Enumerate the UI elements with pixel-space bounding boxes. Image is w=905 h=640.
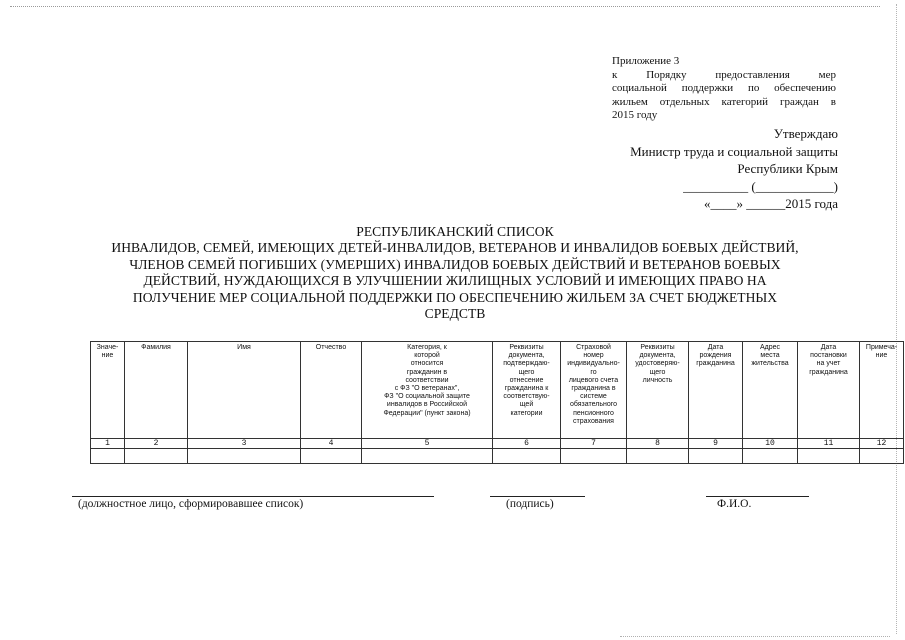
column-number: 12 xyxy=(860,439,904,449)
beneficiary-list-table xyxy=(90,341,904,464)
column-number: 5 xyxy=(362,439,493,449)
appendix-line: жильем отдельных категорий граждан в xyxy=(612,95,836,108)
col-header-patronymic: Отчество xyxy=(301,342,362,439)
col-header-address: Адрес места жительства xyxy=(743,342,798,439)
table-cell[interactable] xyxy=(689,449,743,464)
appendix-line: Приложение 3 xyxy=(612,55,680,67)
name-label: Ф.И.О. xyxy=(717,498,752,510)
column-number: 7 xyxy=(561,439,627,449)
table-cell[interactable] xyxy=(188,449,301,464)
appendix-line: к Порядку предоставления мер xyxy=(612,68,836,81)
col-header-birth-date: Дата рождения гражданина xyxy=(689,342,743,439)
table-cell[interactable] xyxy=(798,449,860,464)
column-number: 8 xyxy=(627,439,689,449)
document-title xyxy=(70,224,840,322)
title-line: СРЕДСТВ xyxy=(424,306,486,322)
approval-signature-blank: __________ (____________) xyxy=(683,178,838,194)
scan-artifact-top xyxy=(10,6,880,7)
col-header-category-document: Реквизиты документа, подтверждаю- щего отнесение гражданина к соответствую- щей категории xyxy=(493,342,561,439)
table-cell[interactable] xyxy=(125,449,188,464)
column-number: 6 xyxy=(493,439,561,449)
column-number: 9 xyxy=(689,439,743,449)
title-line: ПОЛУЧЕНИЕ МЕР СОЦИАЛЬНОЙ ПОДДЕРЖКИ ПО ОБЕСПЕЧЕНИЮ ЖИЛЬЕМ ЗА СЧЕТ БЮДЖЕТНЫХ xyxy=(132,289,778,305)
approver-position-2: Республики Крым xyxy=(737,161,838,176)
title-line: ИНВАЛИДОВ, СЕМЕЙ, ИМЕЮЩИХ ДЕТЕЙ-ИНВАЛИДОВ, ВЕТЕРАНОВ И ИНВАЛИДОВ БОЕВЫХ ДЕЙСТВИЙ, xyxy=(111,240,799,256)
column-number: 10 xyxy=(743,439,798,449)
column-number: 1 xyxy=(91,439,125,449)
table-cell[interactable] xyxy=(561,449,627,464)
col-header-note: Примеча- ние xyxy=(860,342,904,439)
table-row xyxy=(91,449,904,464)
official-label: (должностное лицо, сформировавшее список) xyxy=(78,498,304,510)
title-line: ДЕЙСТВИЙ, НУЖДАЮЩИХСЯ В УЛУЧШЕНИИ ЖИЛИЩНЫХ УСЛОВИЙ И ИМЕЮЩИХ ПРАВО НА xyxy=(143,273,767,289)
col-header-registration-date: Дата постановки на учет гражданина xyxy=(798,342,860,439)
col-header-identity-document: Реквизиты документа, удостоверяю- щего личность xyxy=(627,342,689,439)
col-header-surname: Фамилия xyxy=(125,342,188,439)
table-header-row xyxy=(91,342,904,439)
approve-word: Утверждаю xyxy=(773,126,838,141)
title-line: ЧЛЕНОВ СЕМЕЙ ПОГИБШИХ (УМЕРШИХ) ИНВАЛИДОВ БОЕВЫХ ДЕЙСТВИЙ И ВЕТЕРАНОВ БОЕВЫХ xyxy=(129,256,781,272)
approver-position: Министр труда и социальной защиты xyxy=(630,143,838,159)
column-number: 11 xyxy=(798,439,860,449)
table-number-row xyxy=(91,439,904,449)
signature-line xyxy=(490,496,585,497)
official-signature-line xyxy=(72,496,434,497)
table-cell[interactable] xyxy=(627,449,689,464)
col-header-number: Значе- ние xyxy=(91,342,125,439)
name-signature-line xyxy=(706,496,809,497)
table-cell[interactable] xyxy=(301,449,362,464)
scan-artifact-right xyxy=(896,4,897,634)
column-number: 4 xyxy=(301,439,362,449)
table-cell[interactable] xyxy=(362,449,493,464)
title-line: РЕСПУБЛИКАНСКИЙ СПИСОК xyxy=(356,224,554,239)
signature-label: (подпись) xyxy=(506,498,554,510)
column-number: 2 xyxy=(125,439,188,449)
column-number: 3 xyxy=(188,439,301,449)
scan-artifact-bottom xyxy=(620,636,890,637)
table-cell[interactable] xyxy=(493,449,561,464)
table-cell[interactable] xyxy=(743,449,798,464)
appendix-line: социальной поддержки по обеспечению xyxy=(612,82,836,94)
col-header-insurance-number: Страховой номер индивидуально- го лицевого счета гражданина в системе обязательного пенсионного страхования xyxy=(561,342,627,439)
approval-block xyxy=(578,125,838,213)
table-cell[interactable] xyxy=(860,449,904,464)
appendix-note xyxy=(612,55,836,123)
approval-date-blank: «____» ______2015 года xyxy=(703,196,838,211)
appendix-line: 2015 году xyxy=(612,109,658,121)
col-header-category: Категория, к которой относится гражданин в соответствии с ФЗ "О ветеранах", ФЗ "О социальной защите инвалидов в Российской Федерации" (пункт закона) xyxy=(362,342,493,439)
col-header-name: Имя xyxy=(188,342,301,439)
table-cell[interactable] xyxy=(91,449,125,464)
